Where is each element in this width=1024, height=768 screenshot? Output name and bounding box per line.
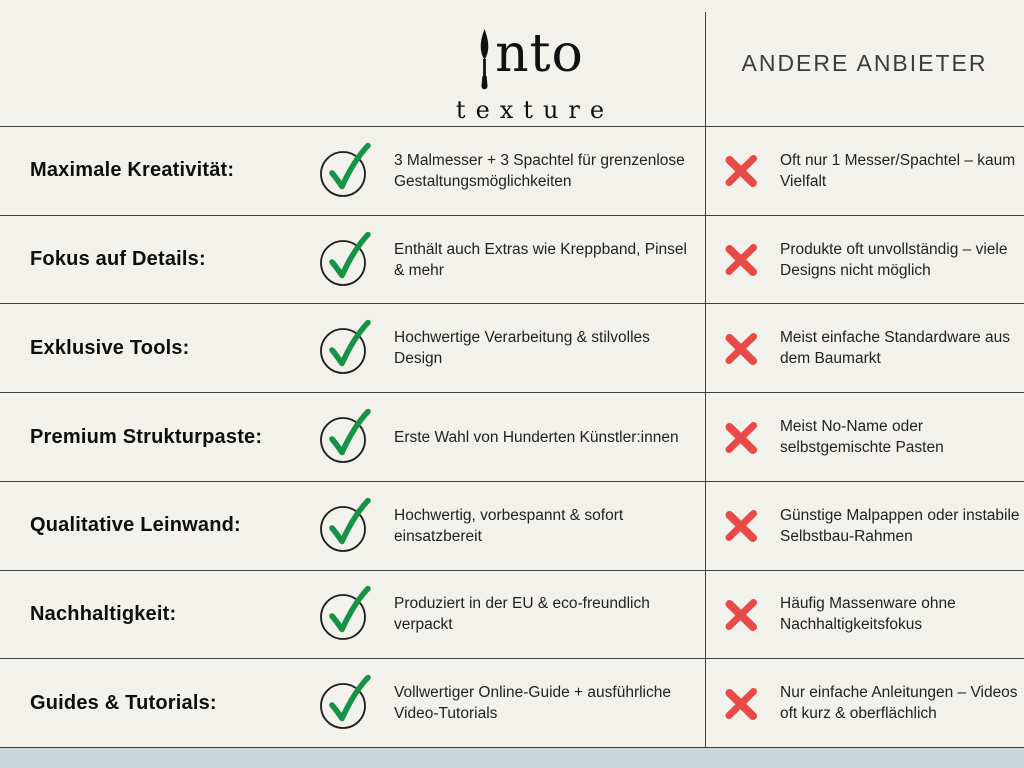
palette-knife-icon [476,28,493,98]
comparison-row [0,215,1024,304]
cross-icon [722,596,760,633]
check-circle-icon [320,585,372,643]
feature-label: Nachhaltigkeit: [30,602,177,625]
brand-subname: texture [455,96,615,124]
check-circle-icon [320,142,372,200]
con-description: Produkte oft unvollständig – viele Designs nicht möglich [780,240,1008,279]
comparison-row [0,126,1024,215]
brand-column [310,142,705,200]
comparison-row [0,570,1024,659]
pro-description: Hochwertige Verarbeitung & stilvolles Design [394,329,650,368]
competitor-column [705,239,1024,281]
check-circle-icon [320,319,372,377]
brand-column [310,319,705,377]
feature-label: Maximale Kreativität: [30,159,235,182]
brand-column [310,674,705,732]
cross-icon [722,152,760,189]
cross-icon [722,241,760,278]
comparison-row [0,481,1024,570]
pro-description: Hochwertig, vorbespannt & sofort einsatzbereit [394,506,624,545]
feature-column [0,248,310,271]
pro-description: Vollwertiger Online-Guide + ausführliche Video-Tutorials [394,684,671,723]
brand-column [310,585,705,643]
competitor-header [705,0,1024,126]
competitor-column [705,505,1024,547]
competitor-column [705,150,1024,192]
competitor-column [705,593,1024,635]
feature-column [0,692,310,715]
check-circle-icon [320,497,372,555]
check-circle-icon [320,674,372,732]
competitor-column [705,327,1024,369]
feature-label: Premium Strukturpaste: [30,425,263,448]
feature-column [0,514,310,537]
brand-column [310,497,705,555]
con-description: Meist No-Name oder selbstgemischte Pasten [780,418,944,457]
footer-strip [0,747,1024,768]
feature-label: Exklusive Tools: [30,336,190,359]
pro-description: 3 Malmesser + 3 Spachtel für grenzenlose Gestaltungsmöglichkeiten [394,151,685,190]
brand-column [310,231,705,289]
feature-column [0,337,310,360]
comparison-row [0,392,1024,481]
check-circle-icon [320,408,372,466]
header [0,0,1024,126]
cross-icon [722,419,760,456]
competitor-column [705,682,1024,724]
feature-column [0,426,310,449]
con-description: Meist einfache Standardware aus dem Baumarkt [780,329,1011,368]
con-description: Günstige Malpappen oder instabile Selbstbau-Rahmen [780,506,1020,545]
brand-column [310,408,705,466]
feature-label: Fokus auf Details: [30,248,206,271]
cross-icon [722,330,760,367]
comparison-row [0,658,1024,747]
comparison-rows [0,126,1024,747]
feature-label: Guides & Tutorials: [30,691,217,714]
feature-label: Qualitative Leinwand: [30,514,241,537]
con-description: Nur einfache Anleitungen – Videos oft kurz & oberflächlich [780,684,1018,723]
brand-name: nto [495,24,584,84]
cross-icon [722,685,760,722]
check-circle-icon [320,231,372,289]
pro-description: Enthält auch Extras wie Kreppband, Pinsel & mehr [394,240,687,279]
cross-icon [722,507,760,544]
pro-description: Produziert in der EU & eco-freundlich verpackt [394,595,650,634]
con-description: Häufig Massenware ohne Nachhaltigkeitsfokus [780,595,956,634]
pro-description: Erste Wahl von Hunderten Künstler:innen [394,428,679,446]
brand-logo [450,24,615,124]
con-description: Oft nur 1 Messer/Spachtel – kaum Vielfalt [780,151,1016,190]
comparison-row [0,303,1024,392]
feature-column [0,159,310,182]
brand-logo-top [476,26,584,98]
competitor-column [705,416,1024,458]
competitor-label: ANDERE ANBIETER [741,49,988,76]
feature-column [0,603,310,626]
